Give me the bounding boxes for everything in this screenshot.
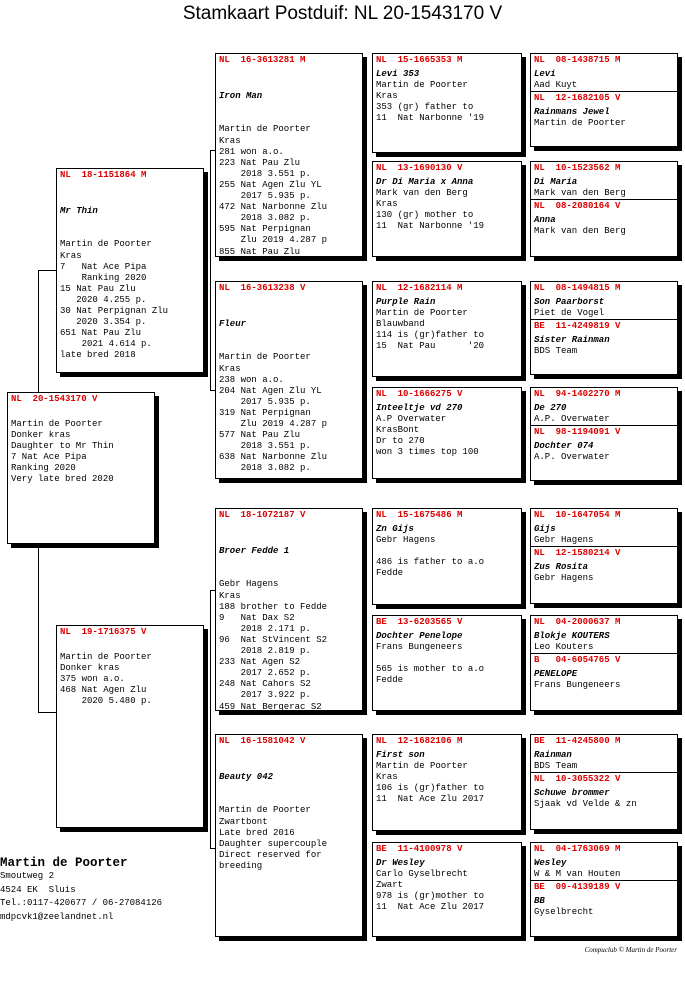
pigeon-name: Di Maria bbox=[534, 177, 578, 187]
card-line: 2018 3.551 p. bbox=[219, 168, 311, 179]
footer-credit: Compuclub © Martin de Poorter bbox=[584, 946, 677, 954]
owner-name: Piet de Vogel bbox=[534, 308, 605, 319]
card-line: 472 Nat Narbonne Zlu bbox=[219, 202, 328, 213]
ring-number: NL 10-1666275 V bbox=[376, 389, 463, 399]
ring-number: NL 04-2000637 M bbox=[534, 617, 621, 627]
owner-name: A.P. Overwater bbox=[534, 452, 610, 463]
pigeon-name: Dr Di Maria x Anna bbox=[376, 177, 474, 187]
card-line: Kras bbox=[219, 590, 241, 601]
card-line: 238 won a.o. bbox=[219, 374, 284, 385]
card-line: Kras bbox=[376, 91, 398, 102]
ring-number: BE 09-4139189 V bbox=[534, 882, 621, 893]
card-line: Zlu 2019 4.287 p bbox=[219, 419, 328, 430]
g4-card bbox=[530, 734, 678, 830]
card-line: Kras bbox=[219, 363, 241, 374]
pigeon-name: Gijs bbox=[534, 524, 556, 534]
card-line: Kras bbox=[376, 772, 398, 783]
ring-number: BE 11-4249819 V bbox=[534, 321, 621, 332]
ring-number: NL 10-1523562 M bbox=[534, 163, 621, 173]
mf-card bbox=[215, 508, 363, 711]
pigeon-name: Beauty 042 bbox=[219, 772, 274, 783]
card-line bbox=[376, 653, 518, 664]
pigeon-name: First son bbox=[376, 750, 425, 760]
card-line bbox=[11, 408, 151, 419]
owner-name: Martin de Poorter bbox=[0, 856, 128, 870]
pigeon-name: Dochter 074 bbox=[534, 441, 594, 452]
card-line: 855 Nat Pau Zlu bbox=[219, 246, 301, 257]
ring-number: NL 18-1151864 M bbox=[60, 170, 147, 180]
father-card bbox=[56, 168, 204, 373]
pigeon-name: Levi 353 bbox=[376, 69, 420, 79]
pigeon-name: Levi bbox=[534, 69, 556, 79]
connector-line bbox=[38, 712, 58, 713]
pigeon-name: Broer Fedde 1 bbox=[219, 546, 290, 557]
owner-name: BDS Team bbox=[534, 346, 578, 357]
card-line: Gebr Hagens bbox=[219, 579, 279, 590]
ring-number: NL 15-1675486 M bbox=[376, 510, 463, 520]
card-line: Blauwband bbox=[376, 319, 425, 330]
card-line: 651 Nat Pau Zlu bbox=[60, 328, 142, 339]
card-line: 2017 2.652 p. bbox=[219, 668, 311, 679]
card-lines bbox=[376, 869, 518, 913]
pigeon-name: Inteeltje vd 270 bbox=[376, 403, 463, 413]
ring-number: NL 16-3613238 V bbox=[219, 283, 306, 293]
card-line: 595 Nat Perpignan bbox=[219, 224, 311, 235]
mother-card bbox=[56, 625, 204, 828]
ring-number: NL 98-1194091 V bbox=[534, 427, 621, 438]
card-line: 2018 2.171 p. bbox=[219, 623, 311, 634]
card-line: 188 brother to Fedde bbox=[219, 601, 328, 612]
ring-number: NL 04-1763069 M bbox=[534, 844, 621, 854]
card-line: 319 Nat Perpignan bbox=[219, 407, 311, 418]
card-line: Fedde bbox=[376, 568, 404, 579]
owner-name: Leo Kouters bbox=[534, 642, 594, 653]
owner-email: mdpcvk1@zeelandnet.nl bbox=[0, 911, 114, 922]
card-line: 255 Nat Agen Zlu YL bbox=[219, 179, 322, 190]
fm-card bbox=[215, 281, 363, 479]
g3-card bbox=[372, 615, 522, 711]
ring-number: BE 13-6203565 V bbox=[376, 617, 463, 627]
g4-card bbox=[530, 842, 678, 937]
ring-number: NL 08-1438715 M bbox=[534, 55, 621, 65]
pigeon-name: Sister Rainman bbox=[534, 335, 610, 346]
pigeon-name: Son Paarborst bbox=[534, 297, 605, 307]
pigeon-name: De 270 bbox=[534, 403, 567, 413]
card-line: Martin de Poorter bbox=[11, 419, 103, 429]
card-line: Ranking 2020 bbox=[60, 272, 147, 283]
pigeon-name: Schuwe brommer bbox=[534, 788, 610, 799]
card-line: 486 is father to a.o bbox=[376, 557, 485, 568]
card-line: 459 Nat Bergerac S2 bbox=[219, 701, 322, 711]
g4-card bbox=[530, 161, 678, 257]
pigeon-name: PENELOPE bbox=[534, 669, 578, 680]
owner-name: BDS Team bbox=[534, 761, 578, 772]
card-line: Martin de Poorter bbox=[219, 124, 311, 135]
card-line: Zlu 2019 4.287 p bbox=[219, 235, 328, 246]
ring-number: NL 08-2080164 V bbox=[534, 201, 621, 212]
owner-name: A.P. Overwater bbox=[534, 414, 610, 425]
pigeon-name: Zn Gijs bbox=[376, 524, 414, 534]
pigeon-name: Fleur bbox=[219, 319, 247, 330]
card-line: 96 Nat StVincent S2 bbox=[219, 634, 328, 645]
card-line: 2021 4.614 p. bbox=[60, 339, 152, 350]
ring-number: NL 16-3613281 M bbox=[219, 55, 306, 65]
pigeon-name: Rainman bbox=[534, 750, 572, 760]
card-lines bbox=[376, 414, 518, 458]
card-line: 565 is mother to a.o bbox=[376, 664, 485, 675]
card-line: Late bred 2016 bbox=[219, 827, 295, 838]
card-line: late bred 2018 bbox=[60, 350, 136, 361]
card-line: 638 Nat Narbonne Zlu bbox=[219, 452, 328, 463]
connector-line bbox=[38, 270, 58, 271]
ring-number: NL 19-1716375 V bbox=[60, 627, 147, 637]
g3-card bbox=[372, 387, 522, 479]
owner-name: Gebr Hagens bbox=[534, 573, 594, 584]
card-line: 248 Nat Cahors S2 bbox=[219, 679, 311, 690]
card-line: Dr to 270 bbox=[376, 436, 425, 447]
card-line: 11 Nat Narbonne '19 bbox=[376, 221, 485, 232]
card-lines bbox=[8, 406, 154, 486]
card-line: 468 Nat Agen Zlu bbox=[60, 685, 147, 696]
card-line: Martin de Poorter bbox=[60, 239, 152, 250]
ring-number: NL 20-1543170 V bbox=[11, 394, 98, 404]
ring-number: NL 12-1682106 M bbox=[376, 736, 463, 746]
card-lines bbox=[376, 308, 518, 352]
pigeon-name: BB bbox=[534, 896, 545, 907]
pigeon-name: Purple Rain bbox=[376, 297, 436, 307]
pigeon-name: Rainmans Jewel bbox=[534, 107, 610, 118]
card-line: 7 Nat Ace Pipa bbox=[11, 452, 87, 463]
card-line: 7 Nat Ace Pipa bbox=[60, 261, 147, 272]
connector-line bbox=[210, 150, 211, 390]
card-line: 2018 3.082 p. bbox=[219, 213, 311, 224]
pigeon-name: Blokje KOUTERS bbox=[534, 631, 610, 641]
pigeon-name: Iron Man bbox=[219, 91, 263, 102]
ring-number: NL 12-1682105 V bbox=[534, 93, 621, 104]
card-line: 15 Nat Pau Zlu bbox=[60, 283, 136, 294]
card-line: breeding bbox=[219, 860, 263, 871]
card-line: Martin de Poorter bbox=[376, 80, 468, 91]
g3-card bbox=[372, 161, 522, 257]
card-line: 11 Nat Ace Zlu 2017 bbox=[376, 902, 485, 913]
ring-number: NL 15-1665353 M bbox=[376, 55, 463, 65]
card-lines bbox=[219, 805, 359, 872]
ring-number: NL 16-1581042 V bbox=[219, 736, 306, 746]
card-lines bbox=[219, 579, 359, 711]
card-line: Daughter supercouple bbox=[219, 838, 328, 849]
card-line bbox=[376, 546, 518, 557]
card-line: Kras bbox=[219, 135, 241, 146]
card-line: Donker kras bbox=[60, 663, 120, 674]
card-line: Kras bbox=[376, 199, 398, 210]
card-lines bbox=[60, 239, 200, 361]
card-line: 11 Nat Ace Zlu 2017 bbox=[376, 794, 485, 805]
card-line: Very late bred 2020 bbox=[11, 474, 114, 485]
card-line: Ranking 2020 bbox=[11, 463, 76, 474]
owner-address: Smoutweg 2 bbox=[0, 871, 55, 881]
card-line: 577 Nat Pau Zlu bbox=[219, 430, 301, 441]
card-line: 2020 5.480 p. bbox=[60, 696, 152, 707]
card-line: Martin de Poorter bbox=[376, 761, 468, 772]
ring-number: NL 94-1402270 M bbox=[534, 389, 621, 399]
owner-name: Martin de Poorter bbox=[534, 118, 626, 129]
g3-card bbox=[372, 53, 522, 153]
ring-number: NL 12-1580214 V bbox=[534, 548, 621, 559]
card-line: won 3 times top 100 bbox=[376, 447, 479, 458]
card-line: Kras bbox=[60, 250, 82, 261]
card-line: Frans Bungeneers bbox=[376, 642, 463, 653]
owner-name: Gebr Hagens bbox=[534, 535, 594, 546]
card-line: Martin de Poorter bbox=[376, 308, 468, 319]
ring-number: NL 08-1494815 M bbox=[534, 283, 621, 293]
card-line: 2018 2.819 p. bbox=[219, 646, 311, 657]
g4-card bbox=[530, 53, 678, 147]
connector-line bbox=[210, 590, 211, 848]
card-line: Direct reserved for bbox=[219, 849, 322, 860]
ring-number: BE 11-4245800 M bbox=[534, 736, 621, 746]
g4-card bbox=[530, 281, 678, 375]
owner-name: Sjaak vd Velde & zn bbox=[534, 799, 637, 810]
owner-phone: Tel.:0117-420677 / 06-27084126 bbox=[0, 898, 163, 908]
card-line: KrasBont bbox=[376, 425, 420, 436]
card-line: Martin de Poorter bbox=[60, 652, 152, 662]
ring-number: NL 10-1647054 M bbox=[534, 510, 621, 520]
card-line: 223 Nat Pau Zlu bbox=[219, 157, 301, 168]
pigeon-name: Mr Thin bbox=[60, 206, 98, 217]
card-line: Mark van den Berg bbox=[376, 188, 468, 199]
card-line: 2017 3.922 p. bbox=[219, 690, 311, 701]
ff-card bbox=[215, 53, 363, 257]
card-line: Fedde bbox=[376, 675, 404, 686]
card-line bbox=[60, 641, 200, 652]
card-line: 2020 3.354 p. bbox=[60, 317, 147, 328]
card-line: 375 won a.o. bbox=[60, 674, 125, 685]
subject-card bbox=[7, 392, 155, 544]
card-line: Martin de Poorter bbox=[219, 352, 311, 363]
card-line: 2017 5.935 p. bbox=[219, 191, 311, 202]
card-line: 30 Nat Perpignan Zlu bbox=[60, 306, 169, 317]
owner-name: Aad Kuyt bbox=[534, 80, 578, 91]
owner-name: W & M van Houten bbox=[534, 869, 621, 880]
card-line: Daughter to Mr Thin bbox=[11, 441, 114, 452]
g3-card bbox=[372, 281, 522, 377]
g4-card bbox=[530, 387, 678, 481]
owner-name: Mark van den Berg bbox=[534, 226, 626, 237]
card-line: 2018 3.082 p. bbox=[219, 463, 311, 474]
g3-card bbox=[372, 508, 522, 605]
pigeon-name: Dochter Penelope bbox=[376, 631, 463, 641]
pigeon-name: Zus Rosita bbox=[534, 562, 589, 573]
card-line: 9 Nat Dax S2 bbox=[219, 612, 295, 623]
card-lines bbox=[219, 352, 359, 474]
card-lines bbox=[376, 535, 518, 579]
card-lines bbox=[219, 124, 359, 257]
card-line: Zwart bbox=[376, 880, 404, 891]
card-lines bbox=[376, 188, 518, 232]
card-line: 11 Nat Narbonne '19 bbox=[376, 113, 485, 124]
card-line: 204 Nat Agen Zlu YL bbox=[219, 385, 322, 396]
owner-city: 4524 EK Sluis bbox=[0, 884, 76, 895]
card-line: Zwartbont bbox=[219, 816, 268, 827]
card-line: Donker kras bbox=[11, 430, 71, 441]
card-line: 233 Nat Agen S2 bbox=[219, 657, 301, 668]
ring-number: NL 12-1682114 M bbox=[376, 283, 463, 293]
g3-card bbox=[372, 842, 522, 937]
g4-card bbox=[530, 508, 678, 604]
card-line: 15 Nat Pau '20 bbox=[376, 341, 485, 352]
card-line: A.P Overwater bbox=[376, 414, 447, 425]
card-line: Martin de Poorter bbox=[219, 805, 311, 816]
card-line: 106 is (gr)father to bbox=[376, 783, 485, 794]
mm-card bbox=[215, 734, 363, 937]
ring-number: B 04-6054765 V bbox=[534, 655, 621, 666]
card-line: 978 is (gr)mother to bbox=[376, 891, 485, 902]
owner-name: Gyselbrecht bbox=[534, 907, 594, 918]
pigeon-name: Wesley bbox=[534, 858, 567, 868]
pigeon-name: Dr Wesley bbox=[376, 858, 425, 868]
ring-number: NL 13-1690130 V bbox=[376, 163, 463, 173]
ring-number: BE 11-4100978 V bbox=[376, 844, 463, 854]
card-line: 353 (gr) father to bbox=[376, 102, 474, 113]
owner-block bbox=[0, 856, 200, 924]
card-lines bbox=[376, 80, 518, 124]
owner-name: Frans Bungeneers bbox=[534, 680, 621, 691]
card-line: 2018 3.551 p. bbox=[219, 441, 311, 452]
card-line: Gebr Hagens bbox=[376, 535, 436, 546]
card-line: Carlo Gyselbrecht bbox=[376, 869, 468, 880]
page-title: Stamkaart Postduif: NL 20-1543170 V bbox=[182, 3, 503, 24]
card-line: 2020 4.255 p. bbox=[60, 294, 147, 305]
card-line: 114 is (gr)father to bbox=[376, 330, 485, 341]
g3-card bbox=[372, 734, 522, 831]
ring-number: NL 18-1072187 V bbox=[219, 510, 306, 520]
pigeon-name: Anna bbox=[534, 215, 556, 226]
card-line: 281 won a.o. bbox=[219, 146, 284, 157]
card-lines bbox=[376, 642, 518, 686]
card-line: 130 (gr) mother to bbox=[376, 210, 474, 221]
card-lines bbox=[57, 639, 203, 707]
card-line: 2017 5.935 p. bbox=[219, 396, 311, 407]
g4-card bbox=[530, 615, 678, 711]
ring-number: NL 10-3055322 V bbox=[534, 774, 621, 785]
card-lines bbox=[376, 761, 518, 805]
owner-name: Mark van den Berg bbox=[534, 188, 626, 199]
